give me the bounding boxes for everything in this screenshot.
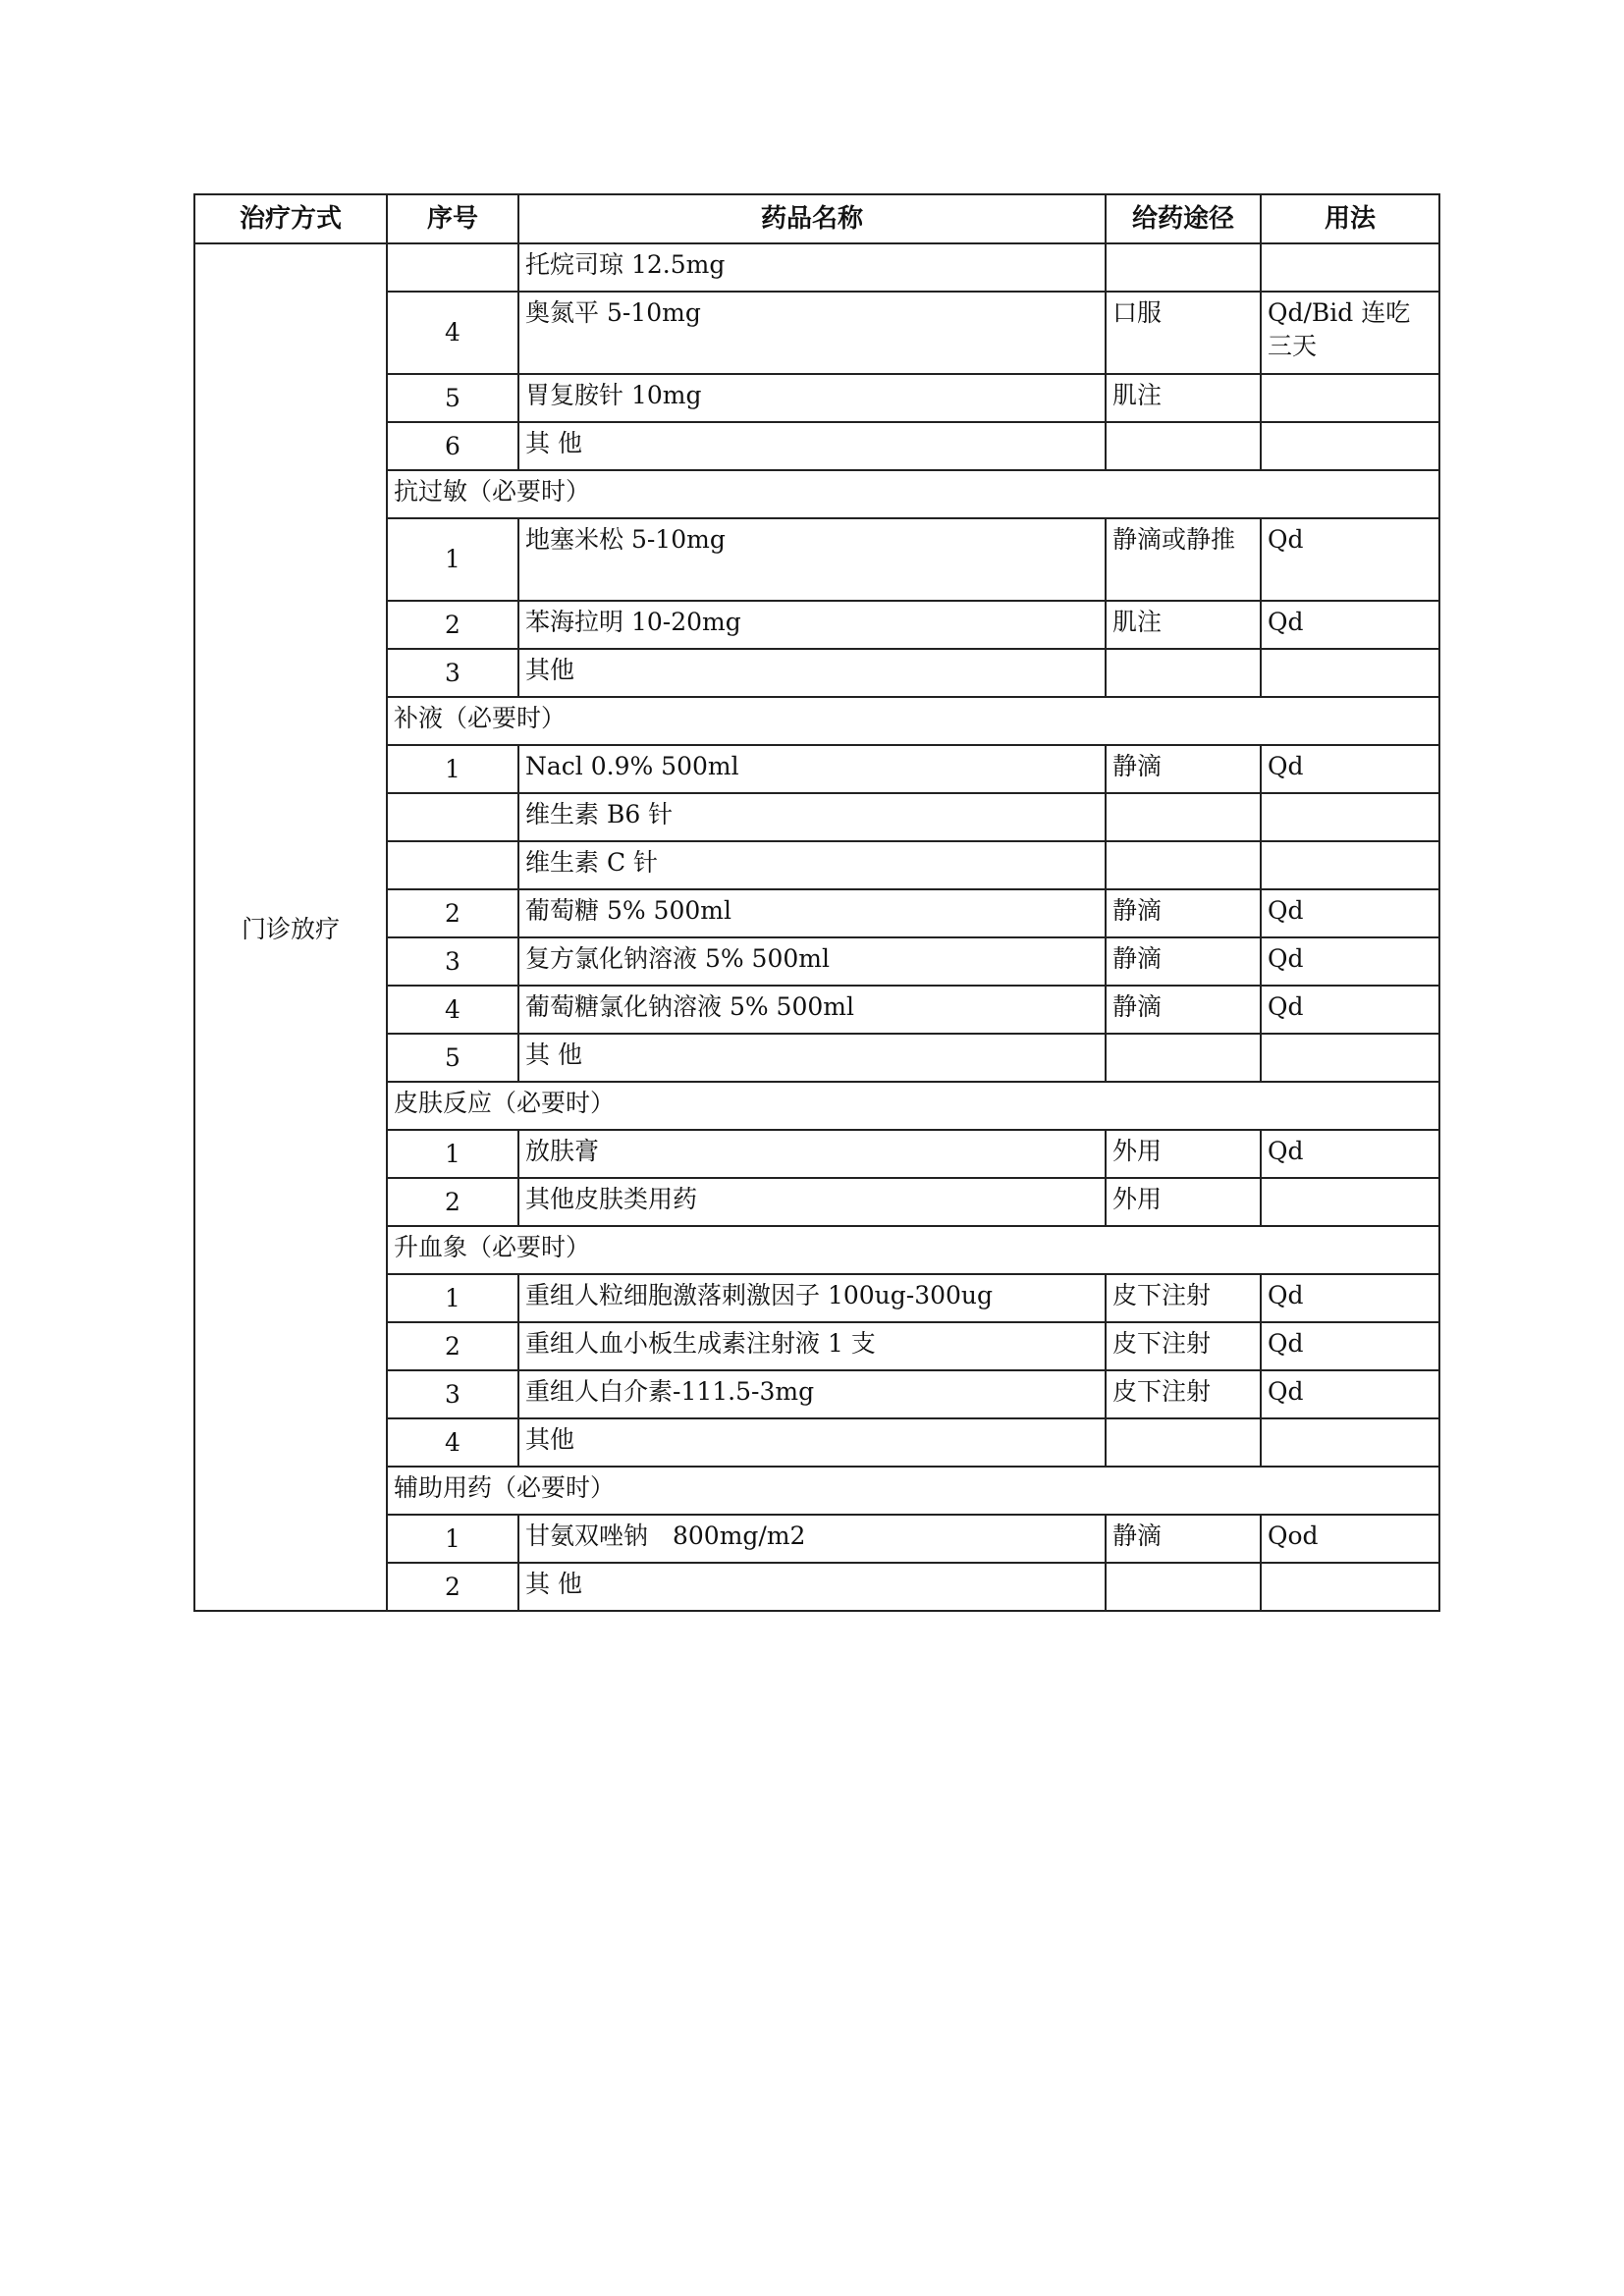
header-method: 治疗方式: [194, 194, 387, 243]
no-cell: 2: [387, 601, 518, 649]
route-cell: 静滴或静推: [1106, 518, 1261, 601]
drug-cell: 重组人粒细胞激落刺激因子 100ug-300ug: [518, 1274, 1106, 1322]
no-cell: [387, 243, 518, 292]
route-cell: [1106, 841, 1261, 889]
drug-cell: 葡萄糖 5% 500ml: [518, 889, 1106, 937]
header-no: 序号: [387, 194, 518, 243]
route-cell: 外用: [1106, 1130, 1261, 1178]
route-cell: [1106, 649, 1261, 697]
route-cell: 外用: [1106, 1178, 1261, 1226]
no-cell: [387, 841, 518, 889]
header-drug: 药品名称: [518, 194, 1106, 243]
usage-cell: [1261, 1418, 1439, 1467]
usage-cell: Qd: [1261, 601, 1439, 649]
no-cell: 1: [387, 518, 518, 601]
table-header-row: [194, 194, 1439, 243]
usage-cell: Qd: [1261, 745, 1439, 793]
drug-cell: 其他: [518, 649, 1106, 697]
table-row: [194, 243, 1439, 292]
drug-cell: 维生素 C 针: [518, 841, 1106, 889]
usage-cell: [1261, 1563, 1439, 1611]
route-cell: 静滴: [1106, 745, 1261, 793]
usage-cell: [1261, 649, 1439, 697]
section-label: 补液（必要时）: [387, 697, 1439, 745]
route-cell: [1106, 793, 1261, 841]
route-cell: [1106, 1418, 1261, 1467]
no-cell: 1: [387, 1274, 518, 1322]
drug-cell: 重组人血小板生成素注射液 1 支: [518, 1322, 1106, 1370]
usage-cell: Qd: [1261, 1130, 1439, 1178]
usage-cell: [1261, 841, 1439, 889]
usage-cell: Qod: [1261, 1515, 1439, 1563]
usage-cell: [1261, 1034, 1439, 1082]
usage-cell: Qd: [1261, 1274, 1439, 1322]
drug-cell: 其 他: [518, 422, 1106, 470]
header-usage: 用法: [1261, 194, 1439, 243]
drug-cell: 复方氯化钠溶液 5% 500ml: [518, 937, 1106, 986]
no-cell: 1: [387, 745, 518, 793]
route-cell: 皮下注射: [1106, 1370, 1261, 1418]
no-cell: 2: [387, 1178, 518, 1226]
header-route: 给药途径: [1106, 194, 1261, 243]
no-cell: 3: [387, 1370, 518, 1418]
no-cell: 3: [387, 649, 518, 697]
section-label: 皮肤反应（必要时）: [387, 1082, 1439, 1130]
usage-cell: Qd: [1261, 889, 1439, 937]
drug-cell: 托烷司琼 12.5mg: [518, 243, 1106, 292]
usage-cell: Qd: [1261, 1370, 1439, 1418]
section-label: 辅助用药（必要时）: [387, 1467, 1439, 1515]
drug-cell: 地塞米松 5-10mg: [518, 518, 1106, 601]
usage-cell: [1261, 793, 1439, 841]
route-cell: 皮下注射: [1106, 1274, 1261, 1322]
route-cell: 静滴: [1106, 986, 1261, 1034]
no-cell: 2: [387, 1563, 518, 1611]
drug-cell: 重组人白介素-111.5-3mg: [518, 1370, 1106, 1418]
drug-cell: 其他: [518, 1418, 1106, 1467]
no-cell: 1: [387, 1515, 518, 1563]
drug-cell: 奥氮平 5-10mg: [518, 292, 1106, 374]
route-cell: 静滴: [1106, 889, 1261, 937]
no-cell: [387, 793, 518, 841]
no-cell: 6: [387, 422, 518, 470]
drug-cell: 胃复胺针 10mg: [518, 374, 1106, 422]
route-cell: [1106, 1034, 1261, 1082]
route-cell: [1106, 1563, 1261, 1611]
no-cell: 2: [387, 1322, 518, 1370]
drug-cell: 其 他: [518, 1034, 1106, 1082]
route-cell: [1106, 243, 1261, 292]
table-body: [194, 243, 1439, 1611]
usage-cell: [1261, 422, 1439, 470]
usage-cell: Qd: [1261, 937, 1439, 986]
usage-cell: Qd: [1261, 518, 1439, 601]
medication-table: [193, 193, 1440, 1612]
section-label: 抗过敏（必要时）: [387, 470, 1439, 518]
drug-cell: 放肤膏: [518, 1130, 1106, 1178]
usage-cell: Qd/Bid 连吃三天: [1261, 292, 1439, 374]
route-cell: 静滴: [1106, 1515, 1261, 1563]
route-cell: 口服: [1106, 292, 1261, 374]
route-cell: 肌注: [1106, 374, 1261, 422]
drug-cell: 葡萄糖氯化钠溶液 5% 500ml: [518, 986, 1106, 1034]
no-cell: 4: [387, 292, 518, 374]
no-cell: 3: [387, 937, 518, 986]
drug-cell: 其 他: [518, 1563, 1106, 1611]
section-label: 升血象（必要时）: [387, 1226, 1439, 1274]
drug-cell: 其他皮肤类用药: [518, 1178, 1106, 1226]
route-cell: 皮下注射: [1106, 1322, 1261, 1370]
treatment-method-cell: 门诊放疗: [194, 243, 387, 1611]
no-cell: 5: [387, 374, 518, 422]
usage-cell: Qd: [1261, 986, 1439, 1034]
route-cell: 静滴: [1106, 937, 1261, 986]
usage-cell: [1261, 1178, 1439, 1226]
usage-cell: [1261, 243, 1439, 292]
drug-cell: Nacl 0.9% 500ml: [518, 745, 1106, 793]
usage-cell: [1261, 374, 1439, 422]
no-cell: 1: [387, 1130, 518, 1178]
drug-cell: 维生素 B6 针: [518, 793, 1106, 841]
no-cell: 5: [387, 1034, 518, 1082]
route-cell: [1106, 422, 1261, 470]
no-cell: 2: [387, 889, 518, 937]
drug-cell: 甘氨双唑钠 800mg/m2: [518, 1515, 1106, 1563]
no-cell: 4: [387, 1418, 518, 1467]
route-cell: 肌注: [1106, 601, 1261, 649]
drug-cell: 苯海拉明 10-20mg: [518, 601, 1106, 649]
no-cell: 4: [387, 986, 518, 1034]
usage-cell: Qd: [1261, 1322, 1439, 1370]
